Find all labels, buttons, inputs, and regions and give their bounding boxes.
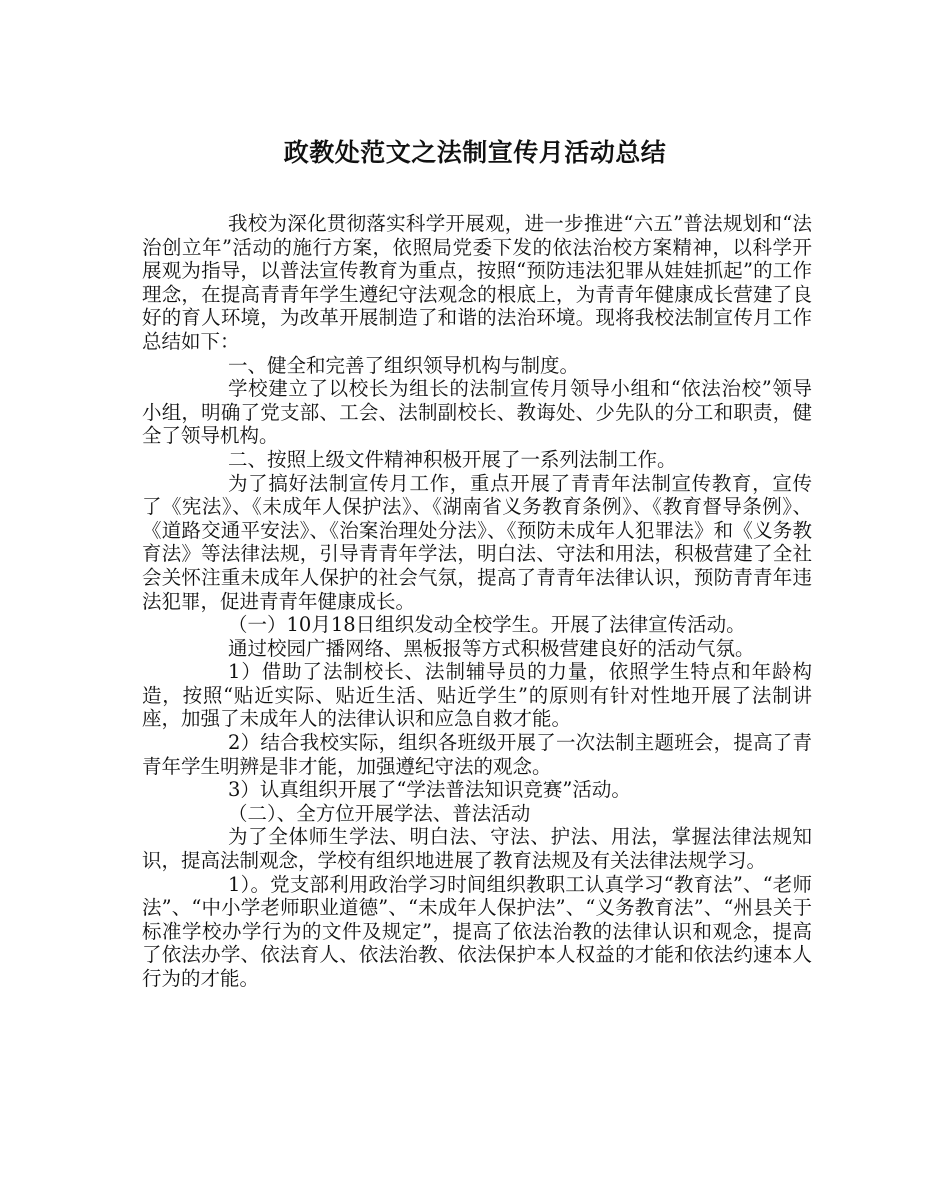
heading-section-1: 一、健全和完善了组织领导机构与制度。: [228, 353, 580, 377]
paragraph-publicity: 为了搞好法制宣传月工作，重点开展了青青年法制宣传教育，宣传了《宪法》、《未成年人保护法》、《湖南省义务教育条例》、《教育督导条例》、《道路交通平安法》、《治案治理处分法》、《预防未成年人犯罪法》和《义务教育法》等法律法规，引导青青年学法，明白法、守法和用法，积极营建了全社会关怀注重未成年人保护的社会气氛，提高了青青年法律认识，预防青青年违法犯罪，促进青青年健康成长。: [142, 471, 812, 613]
list-item-3: 3）认真组织开展了“学法普法知识竞赛”活动。: [228, 778, 631, 802]
paragraph-study: 为了全体师生学法、明白法、守法、护法、用法，掌握法律法规知识，提高法制观念，学校有组织地进展了教育法规及有关法律法规学习。: [142, 825, 812, 873]
paragraph-intro: 我校为深化贯彻落实科学开展观，进一步推进“六五”普法规划和“法治创立年”活动的施行方案，依照局党委下发的依法治校方案精神，以科学开展观为指导，以普法宣传教育为重点，按照“预防违法犯罪从娃娃抓起”的工作理念，在提高青青年学生遵纪守法观念的根底上，为青青年健康成长营建了良好的育人环境，为改革开展制造了和谐的法治环境。现将我校法制宣传月工作总结如下：: [142, 212, 812, 353]
paragraph-atmosphere: 通过校园广播网络、黑板报等方式积极营建良好的活动气氛。: [228, 636, 755, 660]
document-body: [142, 212, 812, 991]
subheading-october-18: （一）10月18日组织发动全校学生。开展了法律宣传活动。: [228, 613, 746, 637]
heading-section-2: 二、按照上级文件精神积极开展了一系列法制工作。: [228, 447, 677, 471]
list-item-party-branch: 1）。党支部利用政治学习时间组织教职工认真学习“教育法”、“老师法”、“中小学老师职业道德”、“未成年人保护法”、“义务教育法”、“州县关于标准学校办学行为的文件及规定”，提高了依法治教的法律认识和观念，提高了依法办学、依法育人、依法治教、依法保护本人权益的才能和依法约速本人行为的才能。: [142, 872, 812, 990]
list-item-1: 1）借助了法制校长、法制辅导员的力量，依照学生特点和年龄构造，按照“贴近实际、贴近生活、贴近学生”的原则有针对性地开展了法制讲座，加强了未成年人的法律认识和应急自救才能。: [142, 660, 812, 731]
list-item-2: 2）结合我校实际，组织各班级开展了一次法制主题班会，提高了青青年学生明辨是非才能，加强遵纪守法的观念。: [142, 731, 812, 778]
subheading-all-round: （二）、全方位开展学法、普法活动: [228, 801, 531, 825]
paragraph-leadership: 学校建立了以校长为组长的法制宣传月领导小组和“依法治校”领导小组，明确了党支部、工会、法制副校长、教诲处、少先队的分工和职责，健全了领导机构。: [142, 377, 812, 448]
document-title: 政教处范文之法制宣传月活动总结: [283, 138, 667, 167]
